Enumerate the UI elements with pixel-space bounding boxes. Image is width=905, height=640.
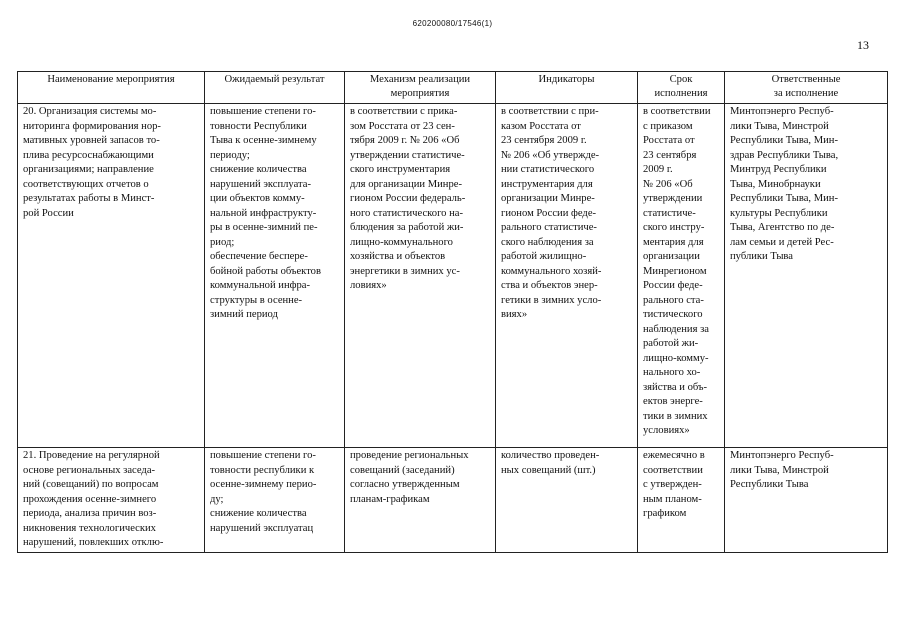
- cell-text-line: № 206 «Об: [643, 178, 693, 190]
- header-line: за исполнение: [773, 87, 839, 99]
- cell-text-line: лищно-коммунального: [350, 236, 453, 248]
- cell-text-line: планам-графикам: [350, 493, 430, 505]
- cell-text-line: периоду;: [210, 149, 250, 161]
- cell-text-line: статистиче-: [643, 207, 696, 219]
- cell-text-line: ний (совещаний) по вопросам: [23, 479, 159, 490]
- cell-text-line: нарушений эксплуатац: [210, 522, 314, 534]
- cell-text-line: обеспечение беспере-: [210, 251, 308, 262]
- cell-text-line: Тыва к осенне-зимнему: [210, 135, 317, 146]
- cell-text-line: ным планом-: [643, 493, 702, 505]
- cell-text-line: снижение количества: [210, 508, 307, 519]
- cell-responsible: [725, 104, 888, 448]
- cell-text-line: рального ста-: [643, 294, 704, 306]
- header-line: исполнения: [654, 87, 708, 99]
- header-line: Срок: [669, 74, 693, 85]
- cell-text-line: тября 2009 г. № 206 «Об: [350, 135, 460, 146]
- column-header-name: [18, 72, 205, 104]
- cell-text-line: нальной инфраструкту-: [210, 207, 317, 219]
- cell-text-line: графиком: [643, 508, 687, 519]
- cell-text-line: рой России: [23, 207, 74, 219]
- cell-text-line: Тыва, Агентство по де-: [730, 222, 835, 233]
- table-row: [18, 104, 888, 448]
- header-line: Индикаторы: [538, 74, 595, 85]
- cell-text-line: снижение количества: [210, 164, 307, 175]
- cell-indicators: [496, 448, 638, 553]
- cell-text-line: утверждении: [643, 193, 703, 204]
- cell-text-line: основе региональных заседа-: [23, 464, 156, 476]
- cell-expected-result: [205, 448, 345, 553]
- cell-text-line: для организации Минре-: [350, 178, 463, 190]
- cell-text-line: согласно утвержденным: [350, 479, 460, 490]
- cell-text-line: лам семьи и детей Рес-: [730, 236, 834, 248]
- cell-text-line: Тыва, Минобрнауки: [730, 178, 821, 190]
- cell-text-line: нального хо-: [643, 367, 701, 378]
- cell-text-line: мативных уровней запасов то-: [23, 135, 160, 146]
- cell-text-line: ции объектов комму-: [210, 193, 305, 204]
- cell-responsible: [725, 448, 888, 553]
- cell-text-line: плива ресурсоснабжающими: [23, 149, 154, 161]
- column-header-deadline: [638, 72, 725, 104]
- cell-text-line: Минтопэнерго Респуб-: [730, 450, 834, 461]
- cell-text-line: № 206 «Об утвержде-: [501, 149, 600, 161]
- cell-text-line: ниторинга формирования нор-: [23, 120, 161, 132]
- cell-text-line: тики в зимних: [643, 410, 708, 422]
- cell-text-line: энергетики в зимних ус-: [350, 265, 460, 277]
- cell-text-line: ду;: [210, 493, 224, 505]
- cell-text-line: никновения технологических: [23, 522, 156, 534]
- cell-text-line: соответствующих отчетов о: [23, 178, 149, 190]
- header-line: Механизм реализации: [369, 74, 471, 85]
- measures-table: [17, 71, 888, 553]
- cell-text-line: в соответствии с прика-: [350, 106, 458, 117]
- cell-text-line: нарушений эксплуата-: [210, 178, 312, 190]
- cell-text-line: утверждении статистиче-: [350, 149, 465, 161]
- cell-text-line: России феде-: [643, 280, 703, 291]
- cell-text-line: коммунальной инфра-: [210, 280, 311, 291]
- cell-text-line: Республики Тыва, Мин-: [730, 193, 839, 204]
- cell-text-line: 20. Организация системы мо-: [23, 106, 157, 117]
- column-header-mechanism: [345, 72, 496, 104]
- cell-text-line: ментария для: [643, 236, 704, 248]
- header-line: мероприятия: [390, 87, 450, 99]
- table-row: [18, 448, 888, 553]
- cell-text-line: организациями; направление: [23, 164, 154, 175]
- column-header-indicators: [496, 72, 638, 104]
- table-header-row: [18, 72, 888, 104]
- cell-text-line: в соответствии: [643, 106, 711, 117]
- cell-text-line: осенне-зимнему перио-: [210, 479, 317, 490]
- cell-text-line: зимний период: [210, 309, 278, 320]
- cell-text-line: повышение степени го-: [210, 450, 316, 461]
- cell-text-line: виях»: [501, 309, 528, 320]
- cell-text-line: повышение степени го-: [210, 106, 316, 117]
- cell-text-line: ловиях»: [350, 280, 387, 291]
- cell-text-line: бойной работы объектов: [210, 265, 321, 277]
- cell-text-line: соответствии: [643, 464, 703, 476]
- cell-name: [18, 448, 205, 553]
- cell-indicators: [496, 104, 638, 448]
- cell-text-line: условиях»: [643, 425, 690, 436]
- cell-text-line: ры в осенне-зимний пе-: [210, 222, 318, 233]
- cell-text-line: Минрегионом: [643, 265, 707, 277]
- cell-text-line: ского инстру-: [643, 222, 705, 233]
- cell-text-line: организации: [643, 251, 700, 262]
- cell-text-line: совещаний (заседаний): [350, 464, 455, 476]
- cell-text-line: прохождения осенне-зимнего: [23, 493, 157, 505]
- cell-text-line: лики Тыва, Минстрой: [730, 464, 829, 476]
- cell-text-line: организации Минре-: [501, 193, 595, 204]
- cell-text-line: 23 сентября: [643, 149, 697, 161]
- cell-text-line: тистического: [643, 309, 703, 320]
- cell-text-line: проведение региональных: [350, 450, 469, 461]
- cell-deadline: [638, 104, 725, 448]
- header-line: Ответственные: [771, 74, 841, 85]
- cell-text-line: зяйства и объ-: [643, 381, 708, 393]
- cell-mechanism: [345, 104, 496, 448]
- document-id: 620200080/17546(1): [412, 19, 493, 28]
- cell-text-line: ных совещаний (шт.): [501, 464, 596, 476]
- cell-text-line: гионом России феде-: [501, 207, 597, 219]
- cell-text-line: здрав Республики Тыва,: [730, 149, 839, 161]
- cell-text-line: Минтопэнерго Респуб-: [730, 106, 834, 117]
- cell-text-line: с приказом: [643, 120, 693, 132]
- cell-text-line: 2009 г.: [643, 164, 673, 175]
- cell-text-line: 21. Проведение на регулярной: [23, 450, 160, 461]
- cell-text-line: ежемесячно в: [643, 450, 705, 461]
- cell-deadline: [638, 448, 725, 553]
- cell-text-line: казом Росстата от: [501, 120, 581, 132]
- cell-text-line: количество проведен-: [501, 450, 600, 461]
- cell-text-line: ства и объектов энер-: [501, 280, 598, 291]
- cell-text-line: ского наблюдения за: [501, 236, 594, 248]
- cell-expected-result: [205, 104, 345, 448]
- cell-text-line: наблюдения за: [643, 323, 709, 335]
- cell-text-line: работой жи-: [643, 338, 699, 349]
- cell-text-line: периода, анализа причин воз-: [23, 508, 157, 519]
- cell-text-line: публики Тыва: [730, 251, 793, 262]
- cell-text-line: результатах работы в Минст-: [23, 193, 155, 204]
- cell-text-line: ного статистического на-: [350, 207, 464, 219]
- cell-text-line: Минтруд Республики: [730, 164, 827, 175]
- cell-text-line: работой жилищно-: [501, 251, 587, 262]
- cell-text-line: Республики Тыва, Мин-: [730, 135, 839, 146]
- cell-text-line: с утвержден-: [643, 479, 702, 490]
- cell-text-line: Росстата от: [643, 135, 695, 146]
- cell-text-line: культуры Республики: [730, 207, 828, 219]
- cell-text-line: коммунального хозяй-: [501, 265, 602, 277]
- cell-mechanism: [345, 448, 496, 553]
- cell-text-line: нии статистического: [501, 164, 595, 175]
- cell-text-line: Республики Тыва: [730, 479, 809, 490]
- column-header-expected-result: [205, 72, 345, 104]
- cell-text-line: инструментария для: [501, 178, 593, 190]
- cell-text-line: блюдения за работой жи-: [350, 222, 464, 233]
- cell-text-line: рального статистиче-: [501, 222, 597, 233]
- cell-text-line: гионом России федераль-: [350, 193, 466, 204]
- page-number: 13: [857, 38, 869, 52]
- header-line: Ожидаемый результат: [224, 74, 325, 85]
- cell-text-line: нарушений, повлекших отклю-: [23, 537, 164, 548]
- header-line: Наименование мероприятия: [47, 74, 175, 85]
- cell-text-line: ского инструментария: [350, 164, 451, 175]
- cell-name: [18, 104, 205, 448]
- cell-text-line: 23 сентября 2009 г.: [501, 135, 587, 146]
- cell-text-line: хозяйства и объектов: [350, 251, 446, 262]
- cell-text-line: риод;: [210, 236, 235, 248]
- cell-text-line: лищно-комму-: [643, 352, 709, 364]
- cell-text-line: в соответствии с при-: [501, 106, 599, 117]
- cell-text-line: товности республики к: [210, 464, 315, 476]
- cell-text-line: зом Росстата от 23 сен-: [350, 120, 455, 132]
- cell-text-line: товности Республики: [210, 120, 307, 132]
- cell-text-line: ектов энерге-: [643, 396, 703, 407]
- cell-text-line: лики Тыва, Минстрой: [730, 120, 829, 132]
- cell-text-line: структуры в осенне-: [210, 294, 303, 306]
- column-header-responsible: [725, 72, 888, 104]
- cell-text-line: гетики в зимних усло-: [501, 294, 602, 306]
